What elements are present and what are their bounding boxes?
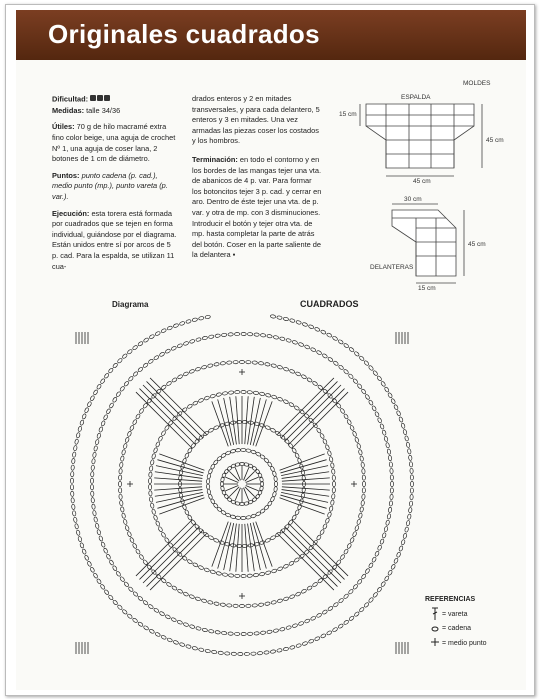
puntos-text: punto cadena (p. cad.), medio punto (mp.), punto vareta (p. var.). bbox=[52, 170, 168, 201]
legend-cadena: = cadena bbox=[442, 625, 471, 632]
espalda-height-dim: 45 cm bbox=[486, 137, 504, 144]
delanteras-pattern bbox=[392, 204, 464, 283]
cuadrados-title: CUADRADOS bbox=[300, 299, 359, 309]
medidas-label: Medidas: bbox=[52, 105, 85, 115]
medidas-value: talle 34/36 bbox=[86, 105, 121, 115]
left-column bbox=[52, 94, 177, 278]
puntos-label: Puntos: bbox=[52, 170, 80, 180]
referencias-title: REFERENCIAS bbox=[425, 596, 476, 603]
espalda-width-dim: 45 cm bbox=[413, 178, 431, 185]
moldes-diagram bbox=[330, 76, 520, 296]
delantera-height-dim: 45 cm bbox=[468, 241, 486, 248]
middle-column bbox=[192, 94, 322, 267]
diagrama-label: Diagrama bbox=[112, 300, 149, 309]
utiles-text: 70 g de hilo macramé extra fino color beige, una aguja de crochet Nº 1, una aguja de coser lana, 2 botones de 1 cm de diámetro. bbox=[52, 122, 176, 164]
espalda-shoulder-dim: 15 cm bbox=[339, 111, 357, 118]
moldes-title: MOLDES bbox=[463, 80, 491, 87]
ejecucion-label: Ejecución: bbox=[52, 208, 90, 218]
legend-medio-punto: = medio punto bbox=[442, 640, 487, 647]
legend-vareta: = vareta bbox=[442, 611, 468, 618]
terminacion-text: en todo el contorno y en los bordes de las mangas tejer una vta. de abanicos de 4 p. var. Para formar los botoncitos tejer 3 p. cad. y cerrar en aro. Dentro de éste tejer una vta. de p. var. y otra de mp. con 3 disminuciones. Introducir el botón y tejer otra vta. de mp. hasta completar la parte de atrás del botón. Coser en la parte saliente de la delantera ▪ bbox=[192, 154, 322, 260]
delantera-bottom-dim: 15 cm bbox=[418, 285, 436, 292]
utiles-label: Útiles: bbox=[52, 122, 75, 132]
delanteras-label: DELANTERAS bbox=[370, 264, 414, 271]
terminacion-label: Terminación: bbox=[192, 154, 238, 164]
cadena-symbol-icon bbox=[432, 627, 438, 631]
mid-text: drados enteros y 2 en mitades transversales, y para cada delantero, 5 enteros y 3 en mitades. Una vez armadas las piezas coser los costados y los hombros. bbox=[192, 94, 320, 146]
legend-symbols bbox=[428, 606, 442, 652]
ejecucion-text: esta torera está formada por cuadrados que se tejen en forma individual, guiándose por el diagrama. Están unidos entre sí por arcos de 5 p. cad. Para la espalda, se utilizan 11 cua- bbox=[52, 208, 177, 271]
dificultad-label: Dificultad: bbox=[52, 94, 89, 104]
crochet-chart bbox=[62, 312, 422, 672]
page-title: Originales cuadrados bbox=[48, 19, 320, 49]
difficulty-squares-icon bbox=[90, 94, 111, 105]
espalda-label: ESPALDA bbox=[401, 94, 431, 101]
delantera-width-dim: 30 cm bbox=[404, 196, 422, 203]
espalda-pattern bbox=[360, 104, 482, 176]
title-banner bbox=[16, 10, 526, 60]
